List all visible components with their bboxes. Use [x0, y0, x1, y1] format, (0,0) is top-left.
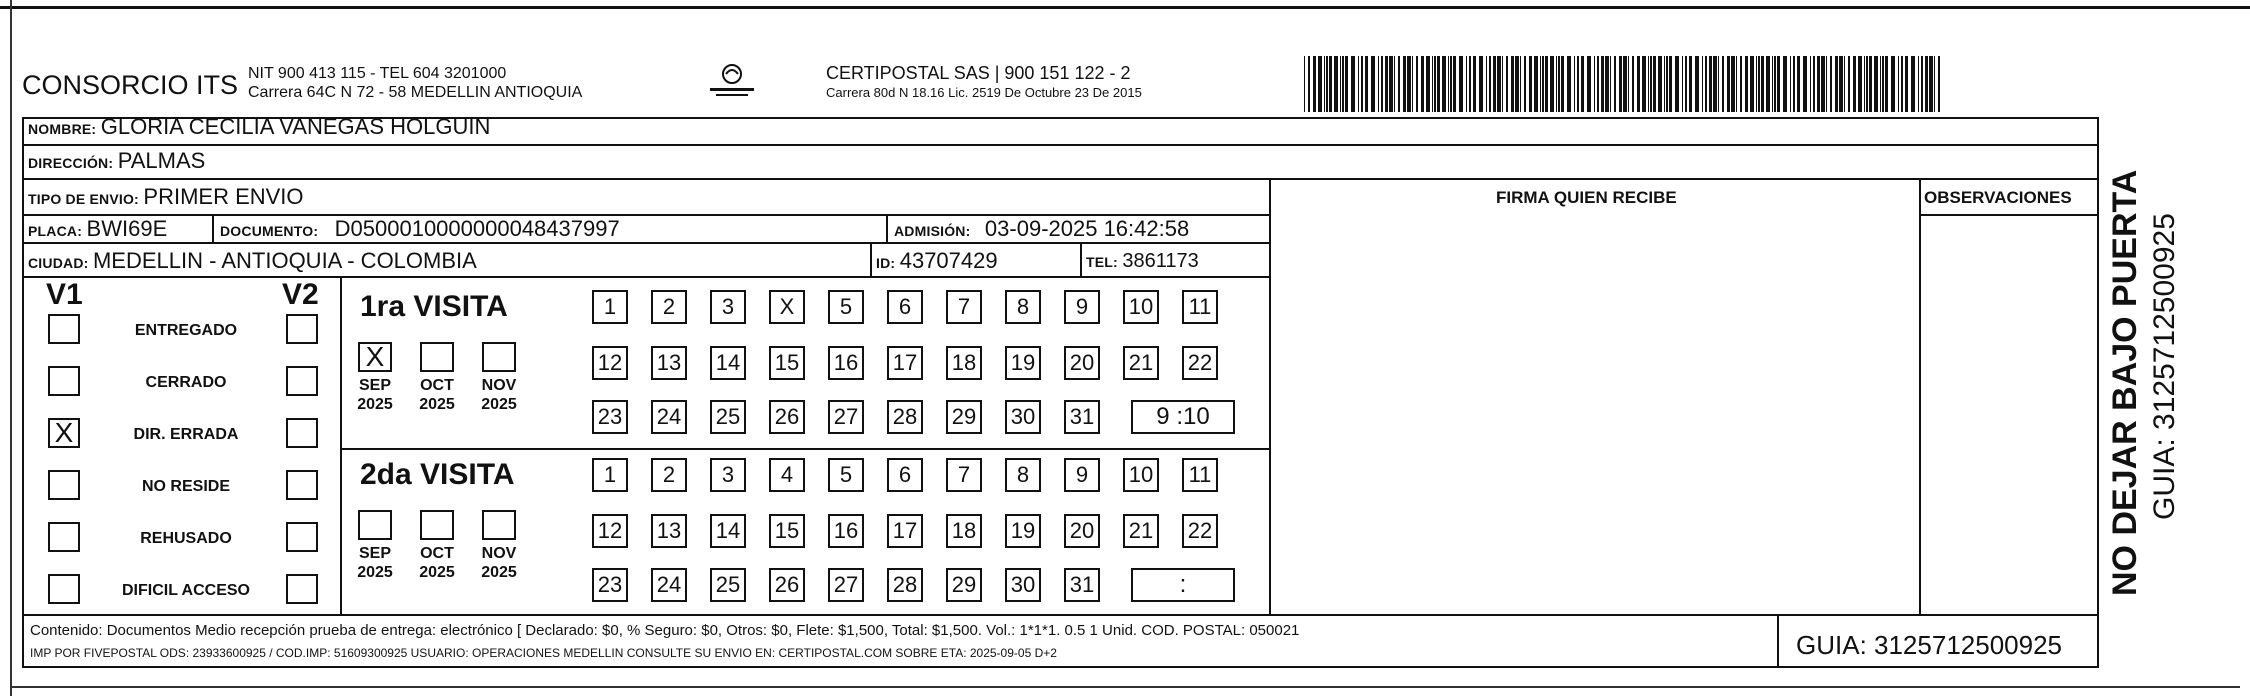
footer-guia: GUIA: 3125712500925 [1796, 630, 2062, 660]
day-box[interactable]: 3 [710, 290, 746, 324]
day-box[interactable]: 24 [651, 568, 687, 602]
status-label: DIR. ERRADA [133, 426, 239, 443]
month-label: SEP [358, 545, 391, 562]
ciudad-row [28, 248, 477, 274]
day-box[interactable]: 6 [887, 458, 923, 492]
month-checkbox[interactable]: X [358, 342, 392, 372]
year-label: 2025 [481, 564, 517, 581]
day-box[interactable]: 13 [651, 514, 687, 548]
day-box[interactable]: 21 [1123, 514, 1159, 548]
tipo-label: TIPO DE ENVIO: [28, 191, 139, 207]
direccion-value: PALMAS [117, 148, 206, 173]
day-box[interactable]: 8 [1005, 458, 1041, 492]
month-label: NOV [481, 545, 517, 562]
v1-checkbox[interactable] [48, 574, 80, 604]
day-box[interactable]: 23 [592, 400, 628, 434]
year-label: 2025 [357, 564, 393, 581]
year-label: 2025 [419, 564, 455, 581]
direccion-label: DIRECCIÓN: [28, 155, 114, 171]
left-border [10, 0, 12, 696]
day-box[interactable]: 12 [592, 514, 628, 548]
day-box[interactable]: 11 [1182, 458, 1218, 492]
day-box[interactable]: 16 [828, 514, 864, 548]
month-checkbox[interactable] [482, 510, 516, 540]
v2-checkbox[interactable] [286, 522, 318, 552]
placa-row [28, 216, 167, 242]
bottom-border [10, 686, 2240, 688]
tipo-value: PRIMER ENVIO [143, 184, 304, 209]
day-box[interactable]: X [769, 290, 805, 324]
firma-header: FIRMA QUIEN RECIBE [1496, 188, 1677, 207]
day-box[interactable]: 19 [1005, 514, 1041, 548]
day-box[interactable]: 20 [1064, 514, 1100, 548]
day-box[interactable]: 12 [592, 346, 628, 380]
day-box[interactable]: 1 [592, 290, 628, 324]
placa-value: BWI69E [86, 216, 168, 241]
company-info [248, 64, 582, 102]
day-box[interactable]: 13 [651, 346, 687, 380]
v2-checkbox[interactable] [286, 418, 318, 448]
time-box[interactable]: : [1131, 568, 1235, 602]
side-guia: GUIA: 3125712500925 [2148, 213, 2181, 520]
day-box[interactable]: 3 [710, 458, 746, 492]
tipo-row [28, 184, 304, 210]
day-box[interactable]: 2 [651, 458, 687, 492]
tel-value: 3861173 [1122, 250, 1199, 272]
v1-checkbox[interactable] [48, 522, 80, 552]
direccion-row [28, 148, 205, 174]
day-box[interactable]: 20 [1064, 346, 1100, 380]
company-nit: NIT 900 413 115 - TEL 604 3201000 [248, 65, 507, 82]
day-box[interactable]: 18 [946, 346, 982, 380]
day-box[interactable]: 7 [946, 458, 982, 492]
year-label: 2025 [481, 396, 517, 413]
day-box[interactable]: 17 [887, 346, 923, 380]
day-box[interactable]: 15 [769, 514, 805, 548]
ciudad-label: CIUDAD: [28, 255, 89, 271]
status-label: REHUSADO [140, 530, 232, 547]
day-box[interactable]: 30 [1005, 568, 1041, 602]
day-box[interactable]: 14 [710, 514, 746, 548]
day-box[interactable]: 10 [1123, 458, 1159, 492]
day-box[interactable]: 28 [887, 400, 923, 434]
day-box[interactable]: 22 [1182, 514, 1218, 548]
id-row [876, 248, 998, 274]
documento-row [220, 216, 620, 242]
admision-row [894, 216, 1189, 242]
month-label: NOV [481, 377, 517, 394]
day-box[interactable]: 10 [1123, 290, 1159, 324]
admision-label: ADMISIÓN: [894, 223, 971, 239]
day-box[interactable]: 11 [1182, 290, 1218, 324]
status-label: CERRADO [145, 374, 227, 391]
v1-checkbox[interactable] [48, 314, 80, 344]
day-box[interactable]: 9 [1064, 458, 1100, 492]
day-box[interactable]: 8 [1005, 290, 1041, 324]
day-box[interactable]: 24 [651, 400, 687, 434]
placa-label: PLACA: [28, 223, 83, 239]
barcode [1304, 56, 1940, 112]
day-box[interactable]: 22 [1182, 346, 1218, 380]
day-box[interactable]: 26 [769, 400, 805, 434]
footer-contents: Contenido: Documentos Medio recepción prueba de entrega: electrónico [ Declarado: $0, % Seguro: $0, Otros: $0, Flete: $1,500, Total: $1,500. Vol.: 1*1*1. 0.5 1 Unid. COD. POSTAL: 050021 [30, 622, 1300, 639]
footer-print-info: IMP POR FIVEPOSTAL ODS: 23933600925 / COD.IMP: 51609300925 USUARIO: OPERACIONES MEDELLIN CONSULTE SU ENVIO EN: CERTIPOSTAL.COM SOBRE ETA: 2025-09-05 D+2 [30, 646, 1057, 660]
side-warning: NO DEJAR BAJO PUERTA [2106, 169, 2144, 596]
nombre-row [28, 114, 490, 140]
top-border [0, 6, 2250, 9]
day-box[interactable]: 31 [1064, 400, 1100, 434]
v1-header: V1 [46, 278, 83, 311]
ciudad-value: MEDELLIN - ANTIOQUIA - COLOMBIA [92, 248, 477, 273]
day-box[interactable]: 18 [946, 514, 982, 548]
day-box[interactable]: 5 [828, 458, 864, 492]
company-name: CONSORCIO ITS [22, 70, 239, 100]
day-box[interactable]: 5 [828, 290, 864, 324]
carrier-logo-icon [704, 60, 760, 100]
delivery-form [22, 117, 2099, 668]
day-box[interactable]: 14 [710, 346, 746, 380]
day-box[interactable]: 30 [1005, 400, 1041, 434]
day-box[interactable]: 7 [946, 290, 982, 324]
documento-value: D0500010000000048437997 [334, 216, 620, 241]
v2-checkbox[interactable] [286, 470, 318, 500]
month-checkbox[interactable] [482, 342, 516, 372]
day-box[interactable]: 16 [828, 346, 864, 380]
documento-label: DOCUMENTO: [220, 223, 319, 239]
day-box[interactable]: 4 [769, 458, 805, 492]
status-label: ENTREGADO [134, 322, 238, 339]
day-box[interactable]: 1 [592, 458, 628, 492]
month-checkbox[interactable] [420, 510, 454, 540]
status-label: DIFICIL ACCESO [121, 582, 250, 599]
status-label: NO RESIDE [141, 478, 230, 495]
nombre-label: NOMBRE: [28, 121, 97, 137]
v2-header: V2 [282, 278, 319, 311]
nombre-value: GLORIA CECILIA VANEGAS HOLGUIN [100, 114, 491, 139]
day-box[interactable]: 6 [887, 290, 923, 324]
day-box[interactable]: 23 [592, 568, 628, 602]
day-box[interactable]: 27 [828, 568, 864, 602]
day-box[interactable]: 28 [887, 568, 923, 602]
admision-value: 03-09-2025 16:42:58 [984, 216, 1190, 241]
day-box[interactable]: 15 [769, 346, 805, 380]
v2-checkbox[interactable] [286, 574, 318, 604]
month-label: OCT [420, 545, 454, 562]
visit-title: 2da VISITA [360, 458, 515, 491]
day-box[interactable]: 19 [1005, 346, 1041, 380]
carrier-address: Carrera 80d N 18.16 Lic. 2519 De Octubre 23 De 2015 [826, 85, 1142, 100]
carrier-nit: CERTIPOSTAL SAS | 900 151 122 - 2 [826, 63, 1131, 83]
observaciones-header: OBSERVACIONES [1924, 188, 2072, 207]
day-box[interactable]: 25 [710, 400, 746, 434]
year-label: 2025 [419, 396, 455, 413]
v2-checkbox[interactable] [286, 366, 318, 396]
day-box[interactable]: 29 [946, 400, 982, 434]
v1-checkbox[interactable] [48, 366, 80, 396]
month-label: SEP [358, 377, 391, 394]
day-box[interactable]: 2 [651, 290, 687, 324]
day-box[interactable]: 25 [710, 568, 746, 602]
month-label: OCT [420, 377, 454, 394]
tel-label: TEL: [1086, 254, 1118, 270]
month-checkbox[interactable] [358, 510, 392, 540]
id-label: ID: [876, 255, 896, 271]
day-box[interactable]: 31 [1064, 568, 1100, 602]
day-box[interactable]: 9 [1064, 290, 1100, 324]
day-box[interactable]: 29 [946, 568, 982, 602]
year-label: 2025 [357, 396, 393, 413]
day-box[interactable]: 26 [769, 568, 805, 602]
id-value: 43707429 [899, 248, 998, 273]
month-checkbox[interactable] [420, 342, 454, 372]
day-box[interactable]: 17 [887, 514, 923, 548]
company-address: Carrera 64C N 72 - 58 MEDELLIN ANTIOQUIA [248, 84, 583, 101]
v1-checkbox[interactable]: X [48, 418, 80, 448]
time-box[interactable]: 9 :10 [1131, 400, 1235, 434]
v1-checkbox[interactable] [48, 470, 80, 500]
v2-checkbox[interactable] [286, 314, 318, 344]
day-box[interactable]: 27 [828, 400, 864, 434]
tel-row [1086, 250, 1199, 273]
day-box[interactable]: 21 [1123, 346, 1159, 380]
visit-title: 1ra VISITA [360, 290, 508, 323]
carrier-info [826, 64, 1142, 102]
